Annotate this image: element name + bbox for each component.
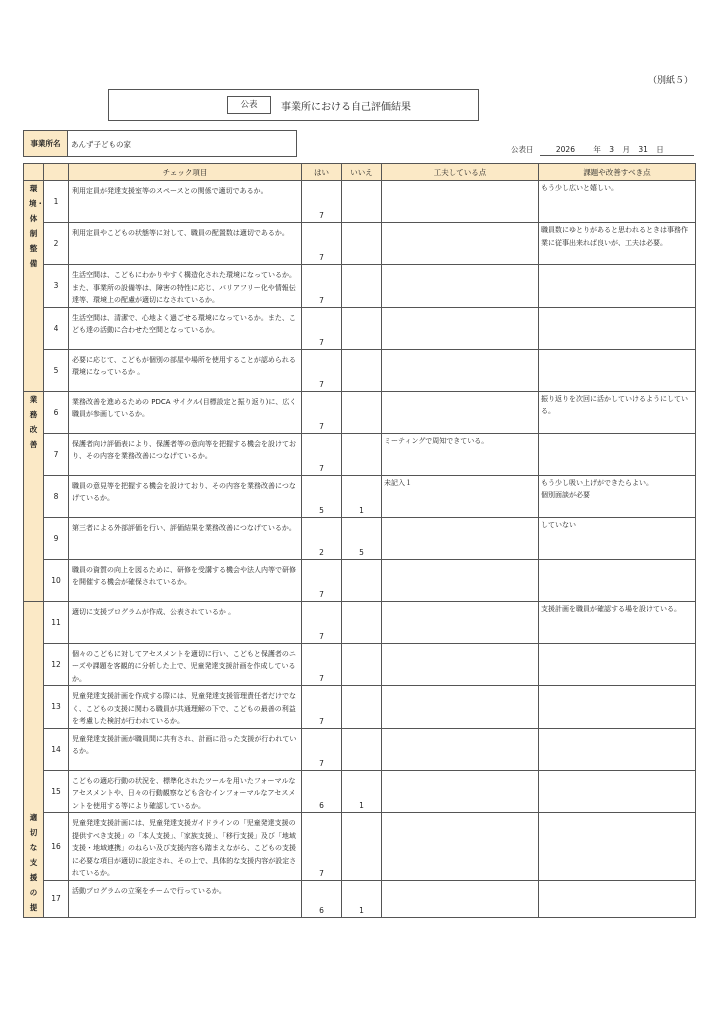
yes-count: 7 (302, 181, 342, 223)
yes-count: 7 (302, 601, 342, 643)
effort-note (382, 265, 539, 308)
row-number: 16 (44, 813, 69, 881)
page-title: 事業所における自己評価結果 (281, 102, 411, 113)
check-item: 第三者による外部評価を行い、評価結果を業務改善につなげているか。 (69, 517, 302, 559)
header-yes: はい (302, 164, 342, 181)
row-number: 17 (44, 880, 69, 917)
no-count: 5 (342, 517, 382, 559)
date-underline (540, 155, 694, 156)
row-number: 10 (44, 559, 69, 601)
yes-count: 7 (302, 265, 342, 308)
table-row (24, 559, 696, 601)
yes-count: 7 (302, 391, 342, 433)
no-count (342, 813, 382, 881)
effort-note (382, 686, 539, 729)
office-label: 事業所名 (23, 130, 68, 157)
no-count (342, 223, 382, 265)
table-row (24, 391, 696, 433)
row-number: 9 (44, 517, 69, 559)
pub-month-unit: 月 (622, 145, 630, 154)
no-count (342, 265, 382, 308)
yes-count: 7 (302, 643, 342, 686)
table-row (24, 349, 696, 391)
yes-count: 7 (302, 307, 342, 349)
row-number: 4 (44, 307, 69, 349)
table-row (24, 223, 696, 265)
issues-note (539, 559, 696, 601)
no-count: 1 (342, 770, 382, 813)
table-row (24, 601, 696, 643)
effort-note: 未記入１ (382, 475, 539, 517)
check-item: 適切に支援プログラムが作成、公表されているか 。 (69, 601, 302, 643)
row-number: 15 (44, 770, 69, 813)
table-row (24, 728, 696, 770)
effort-note (382, 517, 539, 559)
effort-note (382, 307, 539, 349)
pub-day: 31 (638, 145, 648, 154)
effort-note (382, 601, 539, 643)
check-item: 職員の意見等を把握する機会を設けており、その内容を業務改善につなげているか。 (69, 475, 302, 517)
check-item: 保護者向け評価表により、保護者等の意向等を把握する機会を設けており、その内容を業務改善につなげているか。 (69, 433, 302, 475)
effort-note: ミーティングで周知できている。 (382, 433, 539, 475)
row-number: 5 (44, 349, 69, 391)
yes-count: 6 (302, 770, 342, 813)
check-item: 利用定員やこどもの状態等に対して、職員の配置数は適切であるか。 (69, 223, 302, 265)
no-count (342, 686, 382, 729)
row-number: 7 (44, 433, 69, 475)
table-row (24, 643, 696, 686)
check-item: 児童発達支援計画には、児童発達支援ガイドラインの「児童発達支援の提供すべき支援」の「本人支援」、「家族支援」、「移行支援」及び「地域支援・地域連携」のねらい及び支援内容も踏まえながら、こどもの支援に必要な項目が適切に設定され、その上で、具体的な支援内容が設定されているか。 (69, 813, 302, 881)
yes-count: 6 (302, 880, 342, 917)
row-number: 6 (44, 391, 69, 433)
no-count: 1 (342, 475, 382, 517)
no-count (342, 307, 382, 349)
check-item: 職員の資質の向上を図るために、研修を受講する機会や法人内等で研修を開催する機会が確保されているか。 (69, 559, 302, 601)
yes-count: 5 (302, 475, 342, 517)
issues-note (539, 643, 696, 686)
check-item: 業務改善を進めるための PDCA サイクル(目標設定と振り返り)に、広く職員が参画しているか。 (69, 391, 302, 433)
no-count (342, 559, 382, 601)
no-count: 1 (342, 880, 382, 917)
check-item: 活動プログラムの立案をチームで行っているか。 (69, 880, 302, 917)
effort-note (382, 643, 539, 686)
no-count (342, 349, 382, 391)
pub-month: 3 (609, 145, 615, 154)
evaluation-table (23, 163, 696, 918)
issues-note: もう少し吸い上げができたらよい。 個別面談が必要 (539, 475, 696, 517)
issues-note: 職員数にゆとりがあると思われるときは事務作業に従事出来れば良いが、工夫は必要。 (539, 223, 696, 265)
issues-note: もう少し広いと嬉しい。 (539, 181, 696, 223)
yes-count: 2 (302, 517, 342, 559)
no-count (342, 391, 382, 433)
table-row (24, 181, 696, 223)
table-row (24, 307, 696, 349)
yes-count: 7 (302, 813, 342, 881)
issues-note (539, 770, 696, 813)
check-item: こどもの適応行動の状況を、標準化されたツールを用いたフォーマルなアセスメントや、日々の行動観察なども含むインフォーマルなアセスメントを使用する等により確認しているか。 (69, 770, 302, 813)
yes-count: 7 (302, 728, 342, 770)
no-count (342, 601, 382, 643)
check-item: 必要に応じて、こどもが個別の部屋や場所を使用することが認められる環境になっているか 。 (69, 349, 302, 391)
table-row (24, 686, 696, 729)
table-row (24, 813, 696, 881)
effort-note (382, 770, 539, 813)
header-no: いいえ (342, 164, 382, 181)
issues-note (539, 433, 696, 475)
check-item: 生活空間は、こどもにわかりやすく構造化された環境になっているか。また、事業所の設備等は、障害の特性に応じ、バリアフリー化や情報伝達等、環境上の配慮が適切になされているか。 (69, 265, 302, 308)
pub-year-unit: 年 (593, 145, 601, 154)
row-number: 13 (44, 686, 69, 729)
issues-note (539, 307, 696, 349)
yes-count: 7 (302, 559, 342, 601)
no-count (342, 181, 382, 223)
header-blank-num (44, 164, 69, 181)
effort-note (382, 349, 539, 391)
header-issues: 課題や改善すべき点 (539, 164, 696, 181)
issues-note (539, 880, 696, 917)
yes-count: 7 (302, 433, 342, 475)
table-row (24, 475, 696, 517)
table-row (24, 880, 696, 917)
header-blank (24, 164, 44, 181)
issues-note (539, 349, 696, 391)
check-item: 利用定員が発達支援室等のスペースとの関係で適切であるか。 (69, 181, 302, 223)
yes-count: 7 (302, 223, 342, 265)
effort-note (382, 223, 539, 265)
table-header-row (24, 164, 696, 181)
row-number: 2 (44, 223, 69, 265)
check-item: 生活空間は、清潔で、心地よく過ごせる環境になっているか。また、こども達の活動に合わせた空間となっているか。 (69, 307, 302, 349)
row-number: 14 (44, 728, 69, 770)
publication-date (511, 144, 670, 155)
table-row (24, 265, 696, 308)
yes-count: 7 (302, 349, 342, 391)
yes-count: 7 (302, 686, 342, 729)
check-item: 個々のこどもに対してアセスメントを適切に行い、こどもと保護者のニーズや課題を客観的に分析した上で、児童発達支援計画を作成しているか。 (69, 643, 302, 686)
pub-year: 2026 (555, 145, 575, 154)
no-count (342, 433, 382, 475)
no-count (342, 728, 382, 770)
effort-note (382, 559, 539, 601)
category-improvement: 業務改善 (24, 391, 44, 601)
header-check: チェック項目 (69, 164, 302, 181)
effort-note (382, 391, 539, 433)
category-environment: 環境・体制整備 (24, 181, 44, 392)
category-support: 適切な支援の提 (24, 601, 44, 917)
pub-day-unit: 日 (656, 145, 664, 154)
issues-note (539, 265, 696, 308)
office-name: あんず子どもの家 (67, 130, 297, 157)
row-number: 8 (44, 475, 69, 517)
effort-note (382, 181, 539, 223)
effort-note (382, 813, 539, 881)
effort-note (382, 728, 539, 770)
row-number: 3 (44, 265, 69, 308)
issues-note (539, 728, 696, 770)
row-number: 12 (44, 643, 69, 686)
check-item: 児童発達支援計画を作成する際には、児童発達支援管理責任者だけでなく、こどもの支援に関わる職員が共通理解の下で、こどもの最善の利益を考慮した検討が行われているか。 (69, 686, 302, 729)
pub-label: 公表日 (511, 145, 534, 154)
row-number: 11 (44, 601, 69, 643)
no-count (342, 643, 382, 686)
issues-note (539, 813, 696, 881)
table-row (24, 517, 696, 559)
public-label: 公表 (227, 96, 271, 114)
issues-note: していない (539, 517, 696, 559)
header-effort: 工夫している点 (382, 164, 539, 181)
check-item: 児童発達支援計画が職員間に共有され、計画に沿った支援が行われているか。 (69, 728, 302, 770)
row-number: 1 (44, 181, 69, 223)
issues-note: 支援計画を職員が確認する場を設けている。 (539, 601, 696, 643)
effort-note (382, 880, 539, 917)
table-row (24, 433, 696, 475)
issues-note: 振り返りを次回に活かしていけるようにしている。 (539, 391, 696, 433)
title-box (108, 89, 479, 121)
issues-note (539, 686, 696, 729)
table-row (24, 770, 696, 813)
attachment-label: （別紙５） (648, 76, 694, 86)
